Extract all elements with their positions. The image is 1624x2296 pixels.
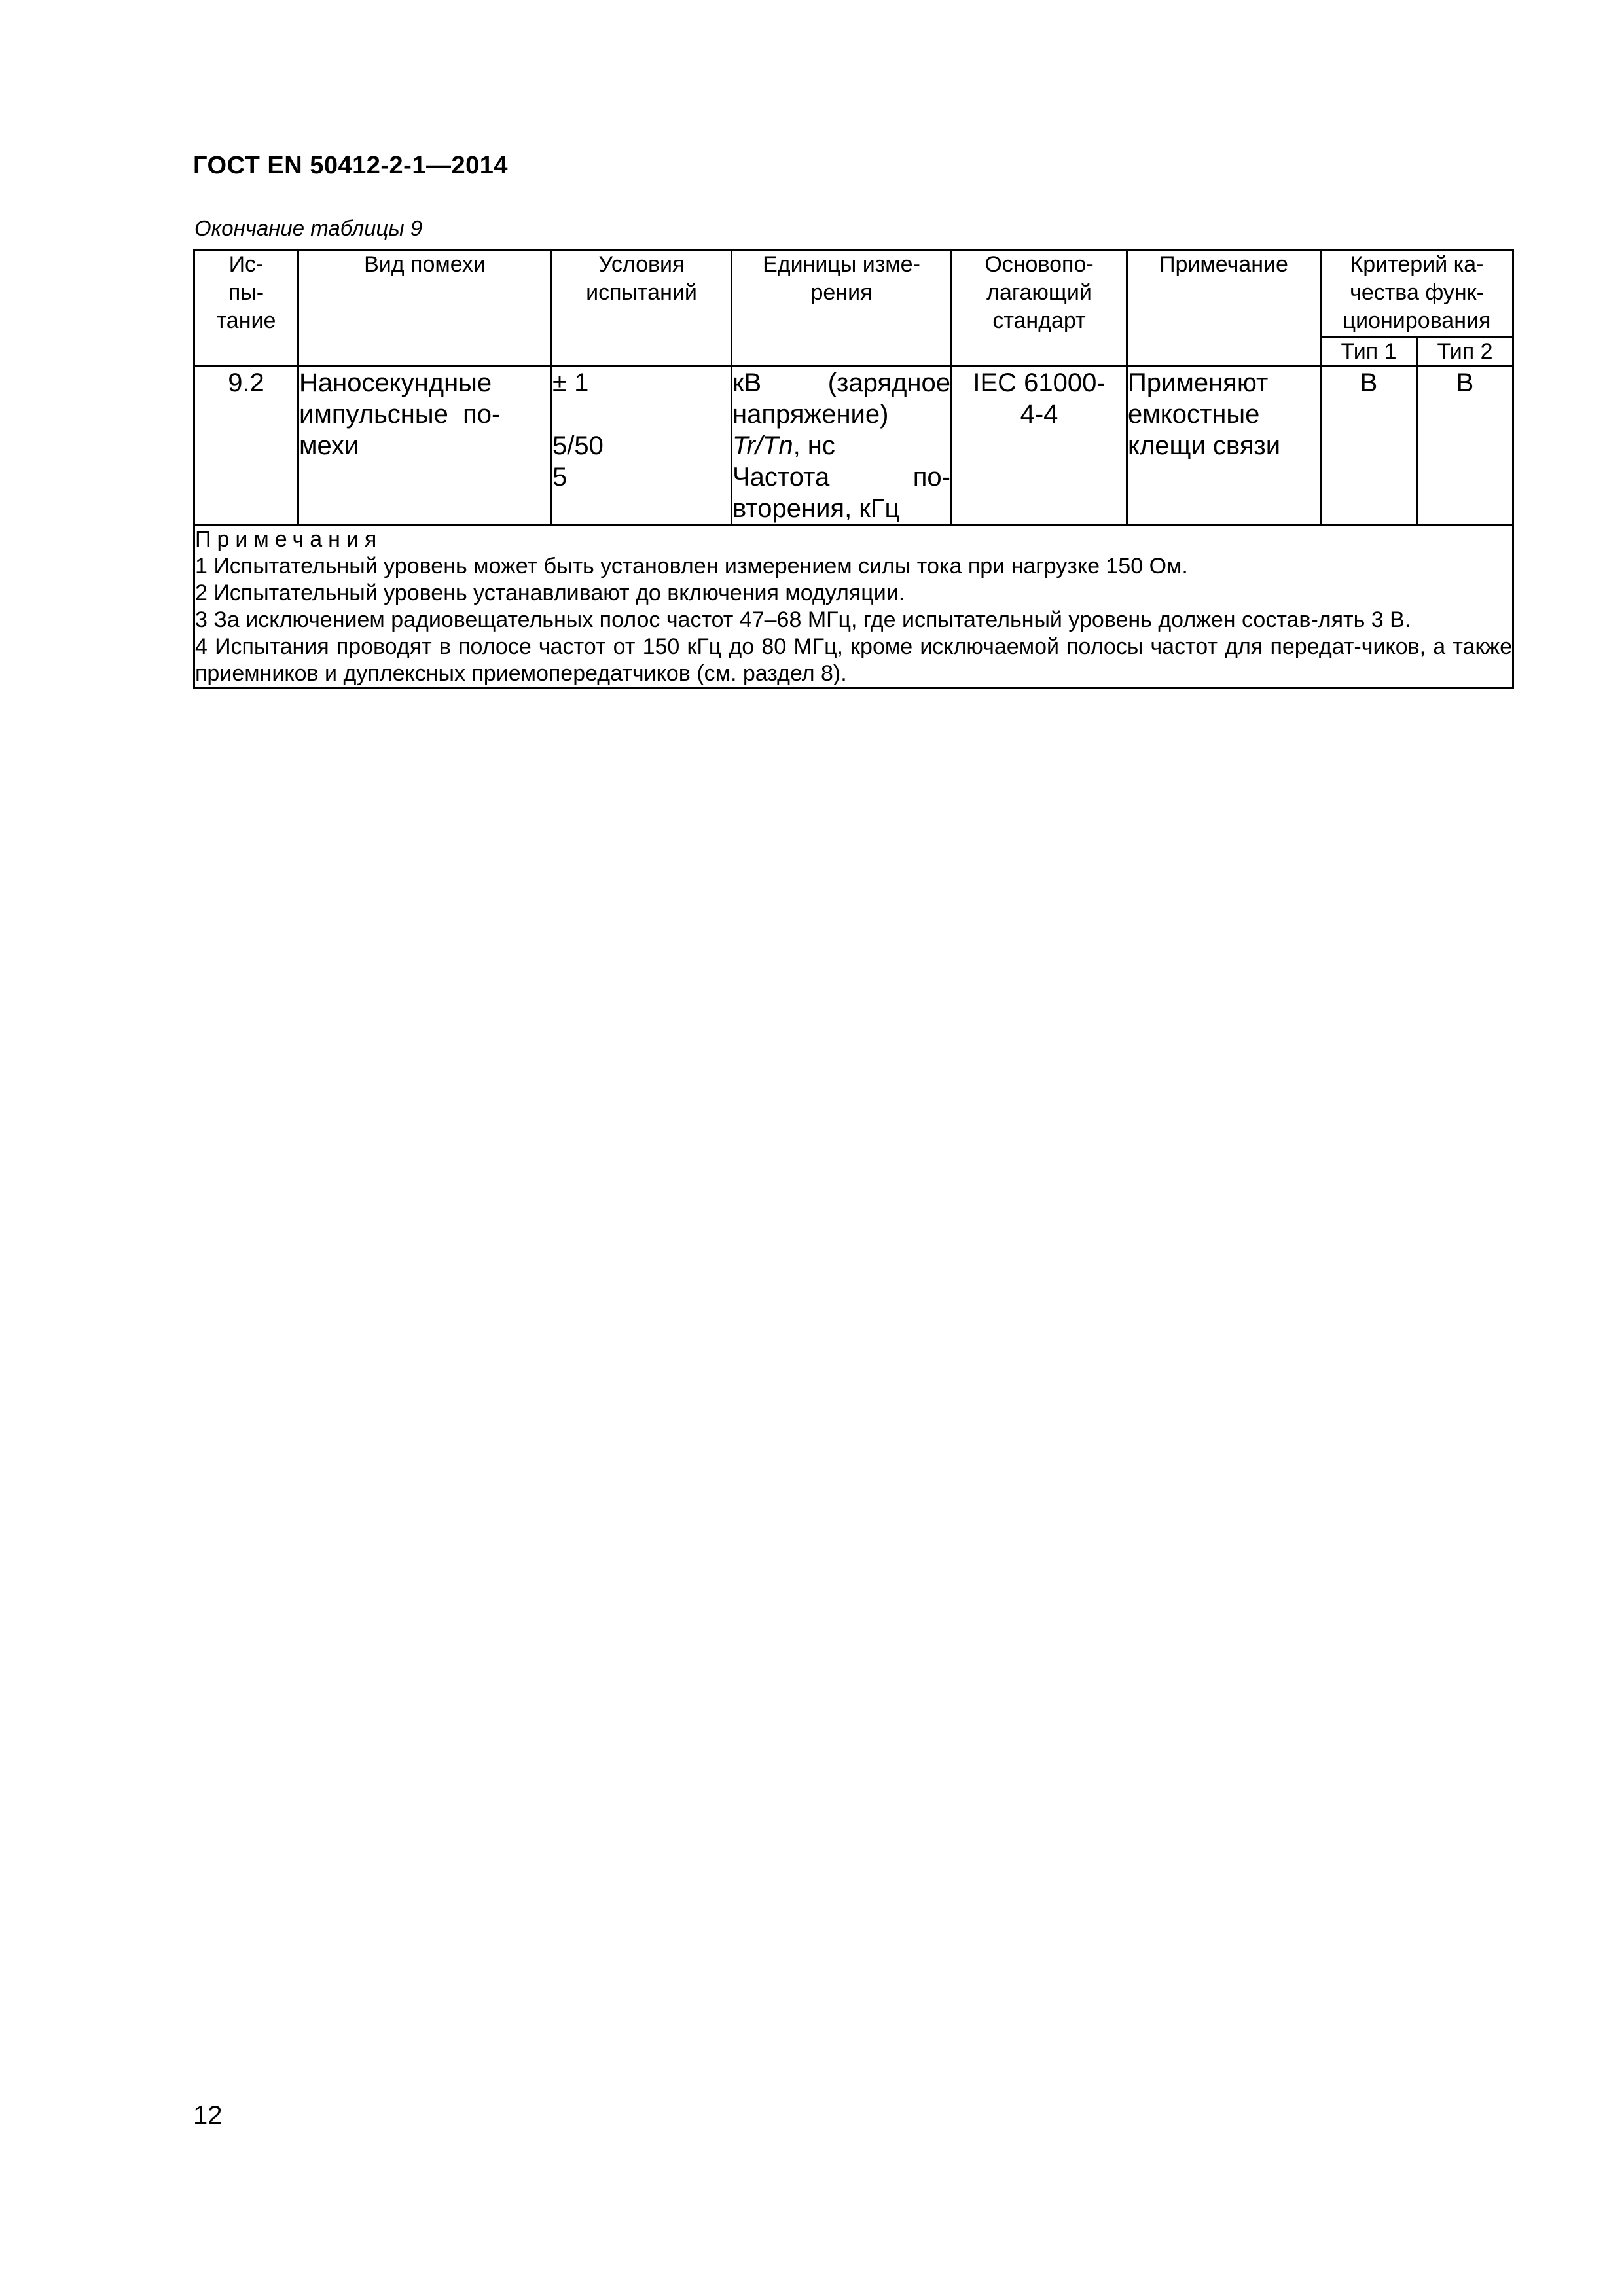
table-caption: Окончание таблицы 9: [194, 216, 423, 240]
note-item: 2 Испытательный уровень устанавливают до включения модуляции.: [195, 581, 905, 605]
table-notes: [194, 526, 1513, 689]
cell-type1: B: [1321, 367, 1417, 526]
header-test: Ис- пы- тание: [194, 250, 298, 367]
cell-units: кВ (зарядное напряжение) Tr/Tn, нс Частота по- вторения, кГц: [732, 367, 952, 526]
header-note: Примечание: [1127, 250, 1321, 367]
note-item: 1 Испытательный уровень может быть установлен измерением силы тока при нагрузке 150 Ом.: [195, 554, 1188, 579]
note-item: 4 Испытания проводят в полосе частот от 150 кГц до 80 МГц, кроме исключаемой полосы частот для передат-чиков, а также приемников и дуплексных приемопередатчиков (см. раздел 8).: [195, 634, 1513, 686]
cell-interference: Наносекундные импульсные по- мехи: [298, 367, 552, 526]
cell-note: Применяют емкостные клещи связи: [1127, 367, 1321, 526]
header-interference: Вид помехи: [298, 250, 552, 367]
note-item: 3 За исключением радиовещательных полос частот 47–68 МГц, где испытательный уровень должен состав-лять 3 В.: [195, 607, 1411, 632]
header-criterion: Критерий ка- чества функ- ционирования: [1321, 250, 1513, 338]
cell-conditions: ± 1 5/50 5: [552, 367, 732, 526]
header-standard: Основопо- лагающий стандарт: [952, 250, 1127, 367]
notes-row: [194, 526, 1513, 689]
header-type2: Тип 2: [1417, 338, 1513, 367]
cell-test: 9.2: [194, 367, 298, 526]
emission-test-table: [193, 249, 1514, 689]
header-type1: Тип 1: [1321, 338, 1417, 367]
cell-standard: IEC 61000- 4-4: [952, 367, 1127, 526]
header-conditions: Условия испытаний: [552, 250, 732, 367]
header-units: Единицы изме- рения: [732, 250, 952, 367]
page-number: 12: [193, 2101, 223, 2130]
table-row: [194, 367, 1513, 526]
document-header: ГОСТ EN 50412-2-1—2014: [193, 152, 508, 179]
cell-type2: B: [1417, 367, 1513, 526]
notes-title: Примечания: [195, 527, 383, 552]
table-header-row: [194, 250, 1513, 338]
